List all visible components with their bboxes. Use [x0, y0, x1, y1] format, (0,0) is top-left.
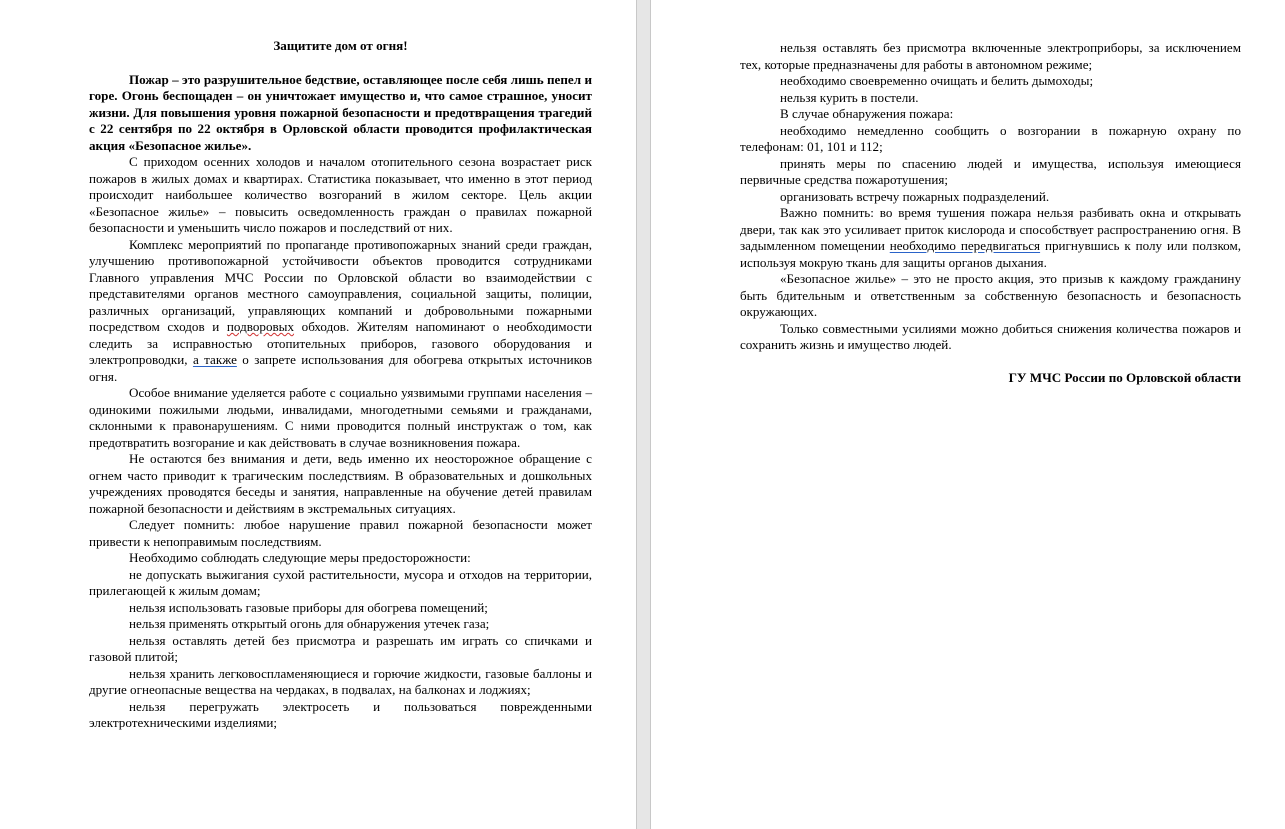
document-page-2[interactable] [651, 0, 1285, 829]
fire-step: необходимо немедленно сообщить о возгорании в пожарную охрану по телефонам: 01, 101 и 112; [740, 122, 1241, 154]
paragraph-important-part-c: пригнувшись к полу или ползком, используя мокрую ткань для защиты органов дыхания. [740, 238, 1242, 270]
paragraph-precautions-heading: Необходимо соблюдать следующие меры предосторожности: [129, 550, 471, 565]
paragraph-closing: «Безопасное жилье» – это не просто акция, это призыв к каждому гражданину быть бдительным и ответственным за собственную безопасность и безопасность окружающих. [740, 271, 1241, 319]
paragraph-final: Только совместными усилиями можно добиться снижения количества пожаров и сохранить жизнь и имущество людей. [740, 320, 1241, 352]
paragraph-measures-part-a: Комплекс мероприятий по пропаганде противопожарных знаний среди граждан, улучшению противопожарной устойчивости объектов проводится сотрудниками Главного управления МЧС России по Орловской области во взаимодействии с представителями органов местного самоуправления, социальной защиты, полиции, различных организаций, управляющих компаний и добровольными пожарными посредством сходов и [89, 236, 592, 334]
document-page-1[interactable] [0, 0, 636, 829]
lead-paragraph: Пожар – это разрушительное бедствие, оставляющее после себя лишь пепел и горе. Огонь беспощаден – он уничтожает имущество и, что самое страшное, уносит жизни. Для повышения уровня пожарной безопасности и предотвращения трагедий с 22 сентября по 22 октября в Орловской области проводится профилактическая акция «Безопасное жилье». [89, 71, 592, 153]
rule-item: нельзя перегружать электросеть и пользоваться поврежденными электротехническими изделиями; [89, 698, 592, 730]
rule-item: нельзя курить в постели. [780, 89, 919, 105]
fire-step: принять меры по спасению людей и имущества, используя имеющиеся первичные средства пожаротушения; [740, 155, 1241, 187]
grammar-flag-phrase[interactable]: необходимо передвигаться [889, 238, 1041, 253]
page-1-text[interactable] [89, 38, 592, 732]
paragraph-measures-part-e: о запрете использования для обогрева открытых источников огня. [89, 352, 593, 384]
rule-item: нельзя использовать газовые приборы для обогрева помещений; [129, 599, 488, 615]
rule-item: нельзя хранить легковоспламеняющиеся и горючие жидкости, газовые баллоны и другие огнеопасные вещества на чердаках, в подвалах, на балконах и лоджиях; [89, 665, 592, 697]
spelling-error-word[interactable]: подворовых [226, 319, 295, 334]
rule-item: нельзя применять открытый огонь для обнаружения утечек газа; [129, 616, 490, 631]
rule-item: нельзя оставлять детей без присмотра и разрешать им играть со спичками и газовой плитой; [89, 632, 592, 664]
fire-step: организовать встречу пожарных подразделений. [780, 188, 1050, 204]
paragraph-children: Не остаются без внимания и дети, ведь именно их неосторожное обращение с огнем часто приводит к трагическим последствиям. В образовательных и дошкольных учреждениях проводятся беседы и занятия, направленные на обучение детей правилам пожарной безопасности и действиям в экстремальных ситуациях. [89, 451, 592, 516]
rule-item: не допускать выжигания сухой растительности, мусора и отходов на территории, прилегающей к жилым домам; [89, 566, 592, 598]
page-gap [636, 0, 651, 829]
paragraph-measures-part-c: обходов. Жителям напоминают о необходимости следить за исправностью отопительных приборов, газового оборудования и электропроводки, [89, 319, 592, 367]
document-title: Защитите дом от огня! [273, 38, 408, 53]
paragraph-important [740, 205, 1241, 271]
page-2-text[interactable] [740, 40, 1241, 386]
grammar-flag-phrase[interactable]: а также [192, 352, 237, 367]
paragraph-measures [89, 237, 592, 386]
rule-item: нельзя оставлять без присмотра включенные электроприборы, за исключением тех, которые предназначены для работы в автономном режиме; [740, 40, 1241, 72]
signature: ГУ МЧС России по Орловской области [1008, 369, 1241, 385]
paragraph-important-part-a: Важно помнить: во время тушения пожара нельзя разбивать окна и открывать двери, так как это усиливает приток кислорода и способствует распространению огня. В задымленном помещении [740, 205, 1241, 253]
paragraph-vulnerable-groups: Особое внимание уделяется работе с социально уязвимыми группами населения – одинокими пожилыми людьми, инвалидами, многодетными семьями и гражданами, склонными к правонарушениям. С ними проводится полный инструктаж о том, как предотвратить возгорание и как действовать в случае возникновения пожара. [89, 385, 592, 450]
fire-heading: В случае обнаружения пожара: [780, 106, 954, 121]
rule-item: необходимо своевременно очищать и белить дымоходы; [780, 73, 1094, 88]
paragraph-intro: С приходом осенних холодов и началом отопительного сезона возрастает риск пожаров в жилых домах и квартирах. Статистика показывает, что именно в этот период происходит наибольшее количество возгораний в жилом секторе. Цель акции «Безопасное жилье» – повысить осведомленность граждан о правилах пожарной безопасности и уменьшить число пожаров и последствий от них. [89, 154, 592, 235]
paragraph-remember: Следует помнить: любое нарушение правил пожарной безопасности может привести к непоправимым последствиям. [89, 517, 592, 549]
